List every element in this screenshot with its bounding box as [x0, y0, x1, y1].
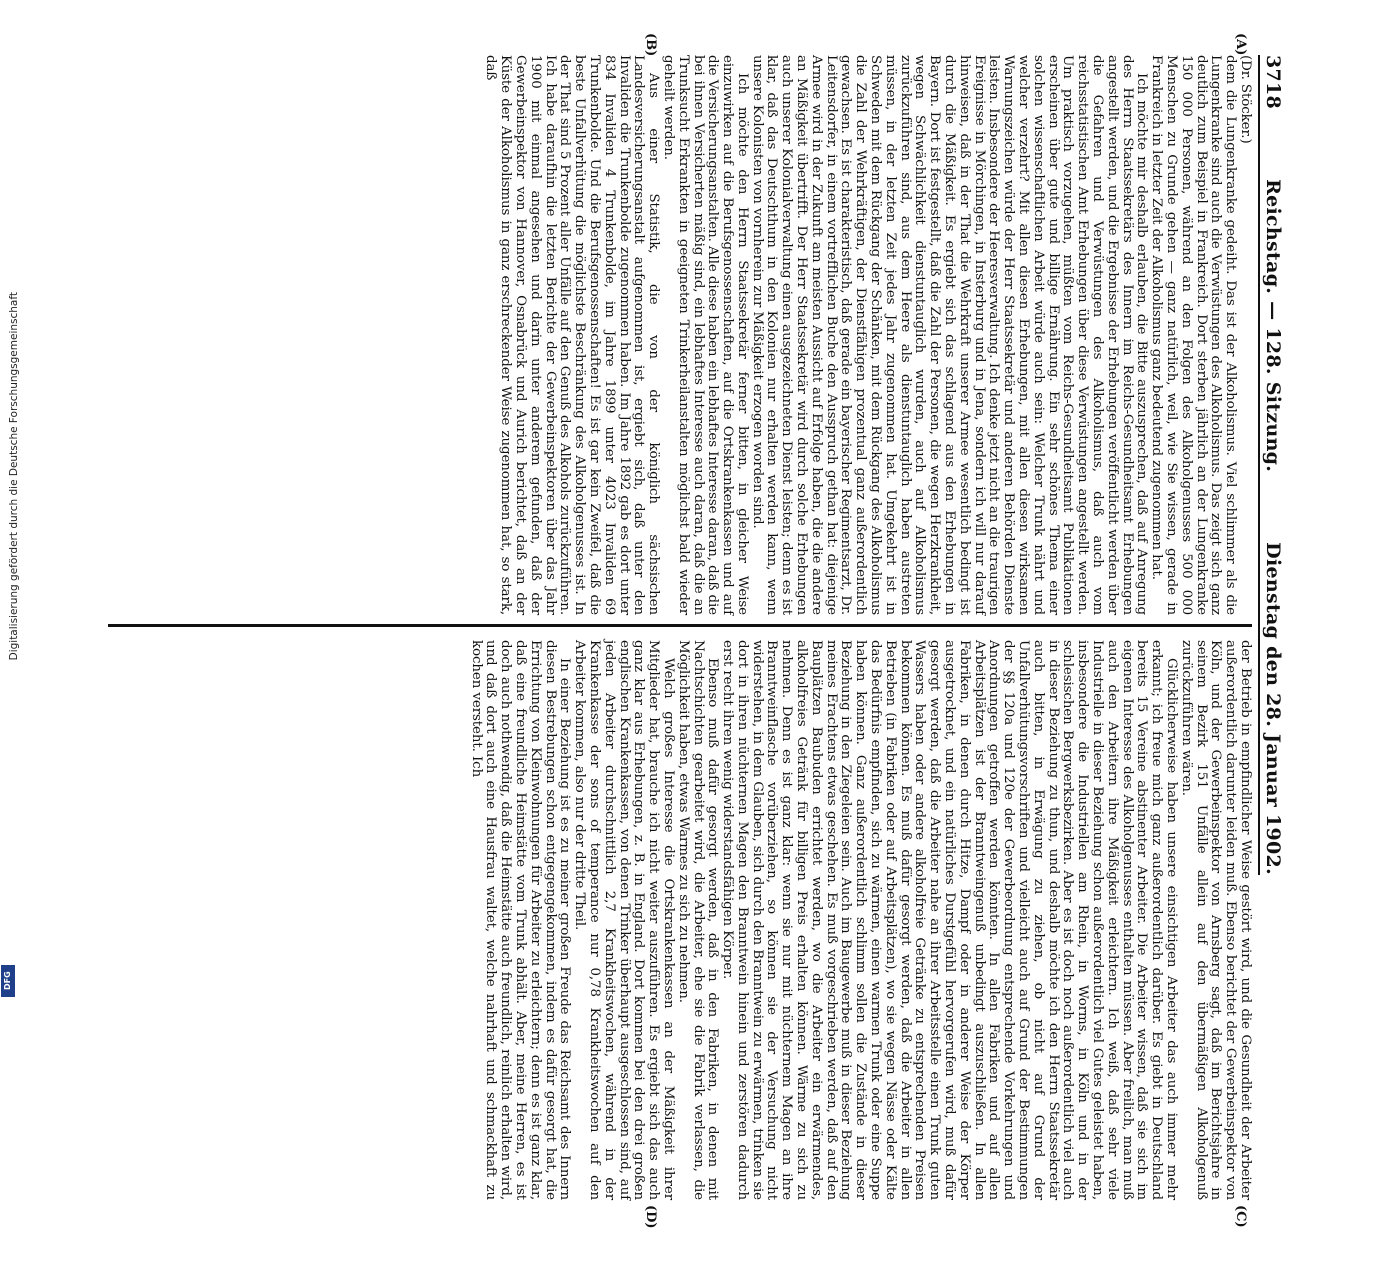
page-running-title: Reichstag. — 128. Sitzung. [1262, 179, 1284, 473]
page-number: 3718 [1262, 55, 1284, 110]
margin-marker-b: (B) [643, 33, 658, 57]
right-paragraph: der Betrieb in empfindlicher Weise gestört wird, und die Gesundheit der Arbeiter außerordentlich darunter leiden muß. Ebenso berichtet der Gewerbeinspektor von Köln, und der Gewerbeinspektor von Arnsberg sagt, daß im Berichtsjahre in seinem Bezirk 151 Unfälle allein auf den übermäßigen Alkoholgenuß zurückzuführen wären. [1178, 640, 1253, 1200]
margin-marker-a: (A) [1233, 33, 1248, 56]
right-paragraph: In einer Beziehung ist es zu meiner großen Freude das Reichsamt des Innern diesen Bestrebungen schon entgegengekommen, indem es dafür gesorgt hat, die Errichtung von Kleinwohnungen für Arbeiter zu erleichtern; denn es ist ganz klar, daß eine freundliche Heimstätte vom Trunk abhält. Aber, meine Herren, es ist doch auch nothwendig, daß die Heimstätte auch freundlich, reinlich erhalten wird, und daß dort auch eine Hausfrau waltet, welche nahrhaft und schmackhaft zu kochen versteht. Ich [468, 640, 573, 1200]
left-paragraph: Aus einer Statistik, die von der königlich sächsischen Landesversicherungsanstalt aufgenommen ist, ergiebt sich, daß unter den Invaliden die Trunkenbolde zugenommen haben. Im Jahre 1892 gab es dort unter 834 Invaliden 4 Trunkenbolde, im Jahre 1899 unter 4023 Invaliden 69 Trunkenbolde. Und die Berufsgenossenschaften! Es ist gar kein Zweifel, daß die beste Unfallverhütung die möglichste Beschränkung des Alkoholgenusses ist. In der That sind 5 Prozent aller Unfälle auf den Genuß des Alkohols zurückzuführen. Ich habe daraufhin die letzten Berichte der Gewerbeinspektoren über das Jahr 1900 mit einmal angesehen und darin unter anderem gefunden, daß der Gewerbeinspektor von Hannover, Osnabrück und Aurich berichtet, daß an der Küste der Alkoholismus in ganz erschreckender Weise zugenommen hat, so stark, daß [483, 55, 662, 615]
left-paragraph: dem die Lungenkranke gedeiht. Das ist der Alkoholismus. Viel schlimmer als die Lungenkranke sind auch die Verwüstungen des Alkoholismus. Das zeigt sich ganz deutlich zum Beispiel in Frankreich. Dort sterben jährlich an der Lungenkranke 150 000 Personen, während an den Folgen des Alkoholgenusses 500 000 Menschen zu Grunde gehen — ganz natürlich, weil, wie Sie wissen, gerade in Frankreich in letzter Zeit der Alkoholismus ganz bedeutend zugenommen hat. [1149, 55, 1239, 615]
left-paragraph: Ich möchte mir deshalb erlauben, die Bitte auszusprechen, daß auf Anregung des Herrn Staatssekretärs des Innern im Reichs-Gesundheitsamt Erhebungen angestellt werden, und die Ergebnisse der Erhebungen veröffentlicht werden über die Gefahren und Verwüstungen des Alkoholismus, daß auch vom reichsstatistischen Amt Erhebungen über diese Verwüstungen angestellt werden. Um praktisch vorzugehen, müßten vom Reichs-Gesundheitsamt Publikationen erscheinen über gute und billige Ernährung. Ein sehr schönes Thema einer solchen wissenschaftlichen Arbeit würde auch sein: Welcher Trunk nährt und welcher verzehrt? Mit allen diesen Erhebungen, mit allen diesen wirksamen Warnungszeichen würde der Herr Staatssekretär und anderen Behörden Dienste leisten. Insbesondere der Heeresverwaltung. Ich denke jetzt nicht an die traurigen Ereignisse in Mörchingen, in Insterburg und in Jena, sondern ich will nur darauf hinweisen, daß in der That die Wehrkraft unserer Armee wesentlich bedingt ist durch die Mäßigkeit. Es ergiebt sich das schlagend aus den Erhebungen in Bayern. Dort ist festgestellt, daß die Zahl der Personen, die wegen Herzkrankheit, wegen Schwächlichkeit dienstuntauglich wurden, auch auf Alkoholismus zurückzuführen sind, aus dem Heere als dienstuntauglich haben austreten müssen, in der letzten Zeit jedes Jahr zugenommen hat. Umgekehrt ist in Schweden mit dem Rückgang der Schänken, mit dem Rückgang des Alkoholismus die Zahl der Wehrkräftigen, der Dienstfähigen prozentual ganz außerordentlich gewachsen. Es ist charakteristisch, daß gerade ein bayerischer Regimentsarzt, Dr. Leitensdorfer, in einem vortrefflichen Buche den Ausspruch gethan hat: diejenige Armee wird in der Zukunft am meisten Aussicht auf Erfolge haben, die die andere an Mäßigkeit übertrifft. Der Herr Staatssekretär wird durch solche Erhebungen auch unserer Kolonialverwaltung einen ausgezeichneten Dienst leisten; denn es ist klar, daß das Deutschthum in den Kolonien nur erhalten werden kann, wenn unsere Kolonisten von vornherein zur Mäßigkeit erzogen worden sind. [749, 55, 1150, 615]
dfg-logo: DFG [1, 965, 15, 997]
column-divider [108, 624, 1252, 627]
header-rule [1258, 55, 1260, 875]
digitization-attribution: Digitalisierung gefördert durch die Deutsche Forschungsgemeinschaft [8, 292, 20, 661]
margin-marker-c: (C) [1233, 1205, 1248, 1228]
page-header [1262, 55, 1298, 875]
right-paragraph: Glücklicherweise haben unsere einsichtigen Arbeiter das auch immer mehr erkannt; ich freue mich ganz außerordentlich darüber. Es giebt in Deutschland bereits 15 Vereine abstinenter Arbeiter. Die Arbeiter wissen, daß sie sich im eigenen Interesse des Alkoholgenusses enthalten müssen. Aber freilich, man muß auch den Arbeitern ihre Mäßigkeit erleichtern. Ich weiß, daß sehr viele Industrielle in dieser Beziehung schon außerordentlich viel Gutes geleistet haben, insbesondere die Industriellen am Rhein, in Worms, in Köln und in der schlesischen Bergwerksbezirken. Aber es ist doch noch außerordentlich viel auch in dieser Beziehung zu thun, und deshalb möchte ich den Herrn Staatssekretär auch bitten, in Erwägung zu ziehen, ob nicht auf Grund der Unfallverhütungsvorschriften und vielleicht auch auf Grund der Bestimmungen der §§ 120a und 120e der Gewerbeordnung entsprechende Vorkehrungen und Anordnungen getroffen werden könnten. In allen Fabriken und auf allen Arbeitsplätzen ist der Branntweingenuß unbedingt auszuschließen. In allen Fabriken, in denen durch Hitze, Dampf oder in anderer Weise der Körper ausgetrocknet, und ein natürliches Durstgefühl hervorgerufen wird, muß dafür gesorgt werden, daß die Arbeiter nahe an ihrer Arbeitsstelle einen Trunk guten Wassers haben oder andere alkoholfreie Getränke zu entsprechenden Preisen bekommen können. Es muß dafür gesorgt werden, daß die Arbeiter in allen Betrieben (in Fabriken oder auf Arbeitsplätzen), wo sie wegen Nässe oder Kälte das Bedürfnis empfinden, sich zu wärmen, einen warmen Trunk oder eine Suppe haben können. Ganz außerordentlich schlimm sollen die Zustände in dieser Beziehung in den Ziegeleien sein. Auch im Baugewerbe muß in dieser Beziehung meines Erachtens etwas geschehen. Es muß vorgeschrieben werden, daß auf den Bauplätzen Baubuden errichtet werden, wo die Arbeiter ein erwärmendes, alkoholfreies Getränk für billigen Preis erhalten können. Wärme zu sich zu nehmen. Denn es ist ganz klar: wenn sie nur mit nüchternem Magen an ihre Branntweinflasche vorüberziehen, so können sie der Versuchung nicht widerstehen, in dem Glauben, sich durch den Branntwein zu erwärmen, trinken sie dort in ihren nüchternen Magen den Branntwein hinein und zerstören dadurch erst recht ihren wenig widerstandsfähigen Körper. [720, 640, 1180, 1200]
rotated-document-page [78, 15, 1318, 1229]
left-paragraph: Ich möchte den Herrn Staatssekretär ferner bitten, in gleicher Weise einzuwirken auf die Berufsgenossenschaften, auf die Ortskrankenkassen und auf die Versicherungsanstalten. Alle diese haben ein lebhaftes Interesse daran, daß die bei ihnen Versicherten mäßig sind, ein lebhaftes Interesse auch daran, daß die an Trunksucht Erkrankten in geeigneten Trinkerheilanstalten möglichst bald wieder geheilt werden. [660, 55, 750, 615]
speaker-name: (Dr. Stöcker.) [1238, 55, 1253, 144]
margin-marker-d: (D) [643, 1205, 658, 1229]
session-date: Dienstag den 28. Januar 1902. [1262, 542, 1284, 875]
left-column [108, 55, 1252, 615]
right-paragraph: Ebenso muß dafür gesorgt werden, daß in den Fabriken, in denen mit Nachtschichten gearbeitet wird, die Arbeiter, ehe sie die Fabrik verlassen, die Möglichkeit haben, etwas Warmes zu sich zu nehmen. [675, 640, 721, 1200]
right-paragraph: Welch großes Interesse die Ortskrankenkassen an der Mäßigkeit ihrer Mitglieder hat, brauche ich nicht weiter auszuführen. Es ergiebt sich das auch ganz klar aus Erhebungen, z. B. in England. Dort kommen bei den drei großen englischen Krankenkassen, von denen Trinker überhaupt ausgeschlossen sind, auf jeden Arbeiter durchschnittlich 2,7 Krankheitswochen, während in der Krankenkasse der sons of temperance nur 0,78 Krankheitswochen auf den Arbeiter kommen, also nur der dritte Theil. [572, 640, 676, 1200]
right-column [108, 640, 1252, 1200]
